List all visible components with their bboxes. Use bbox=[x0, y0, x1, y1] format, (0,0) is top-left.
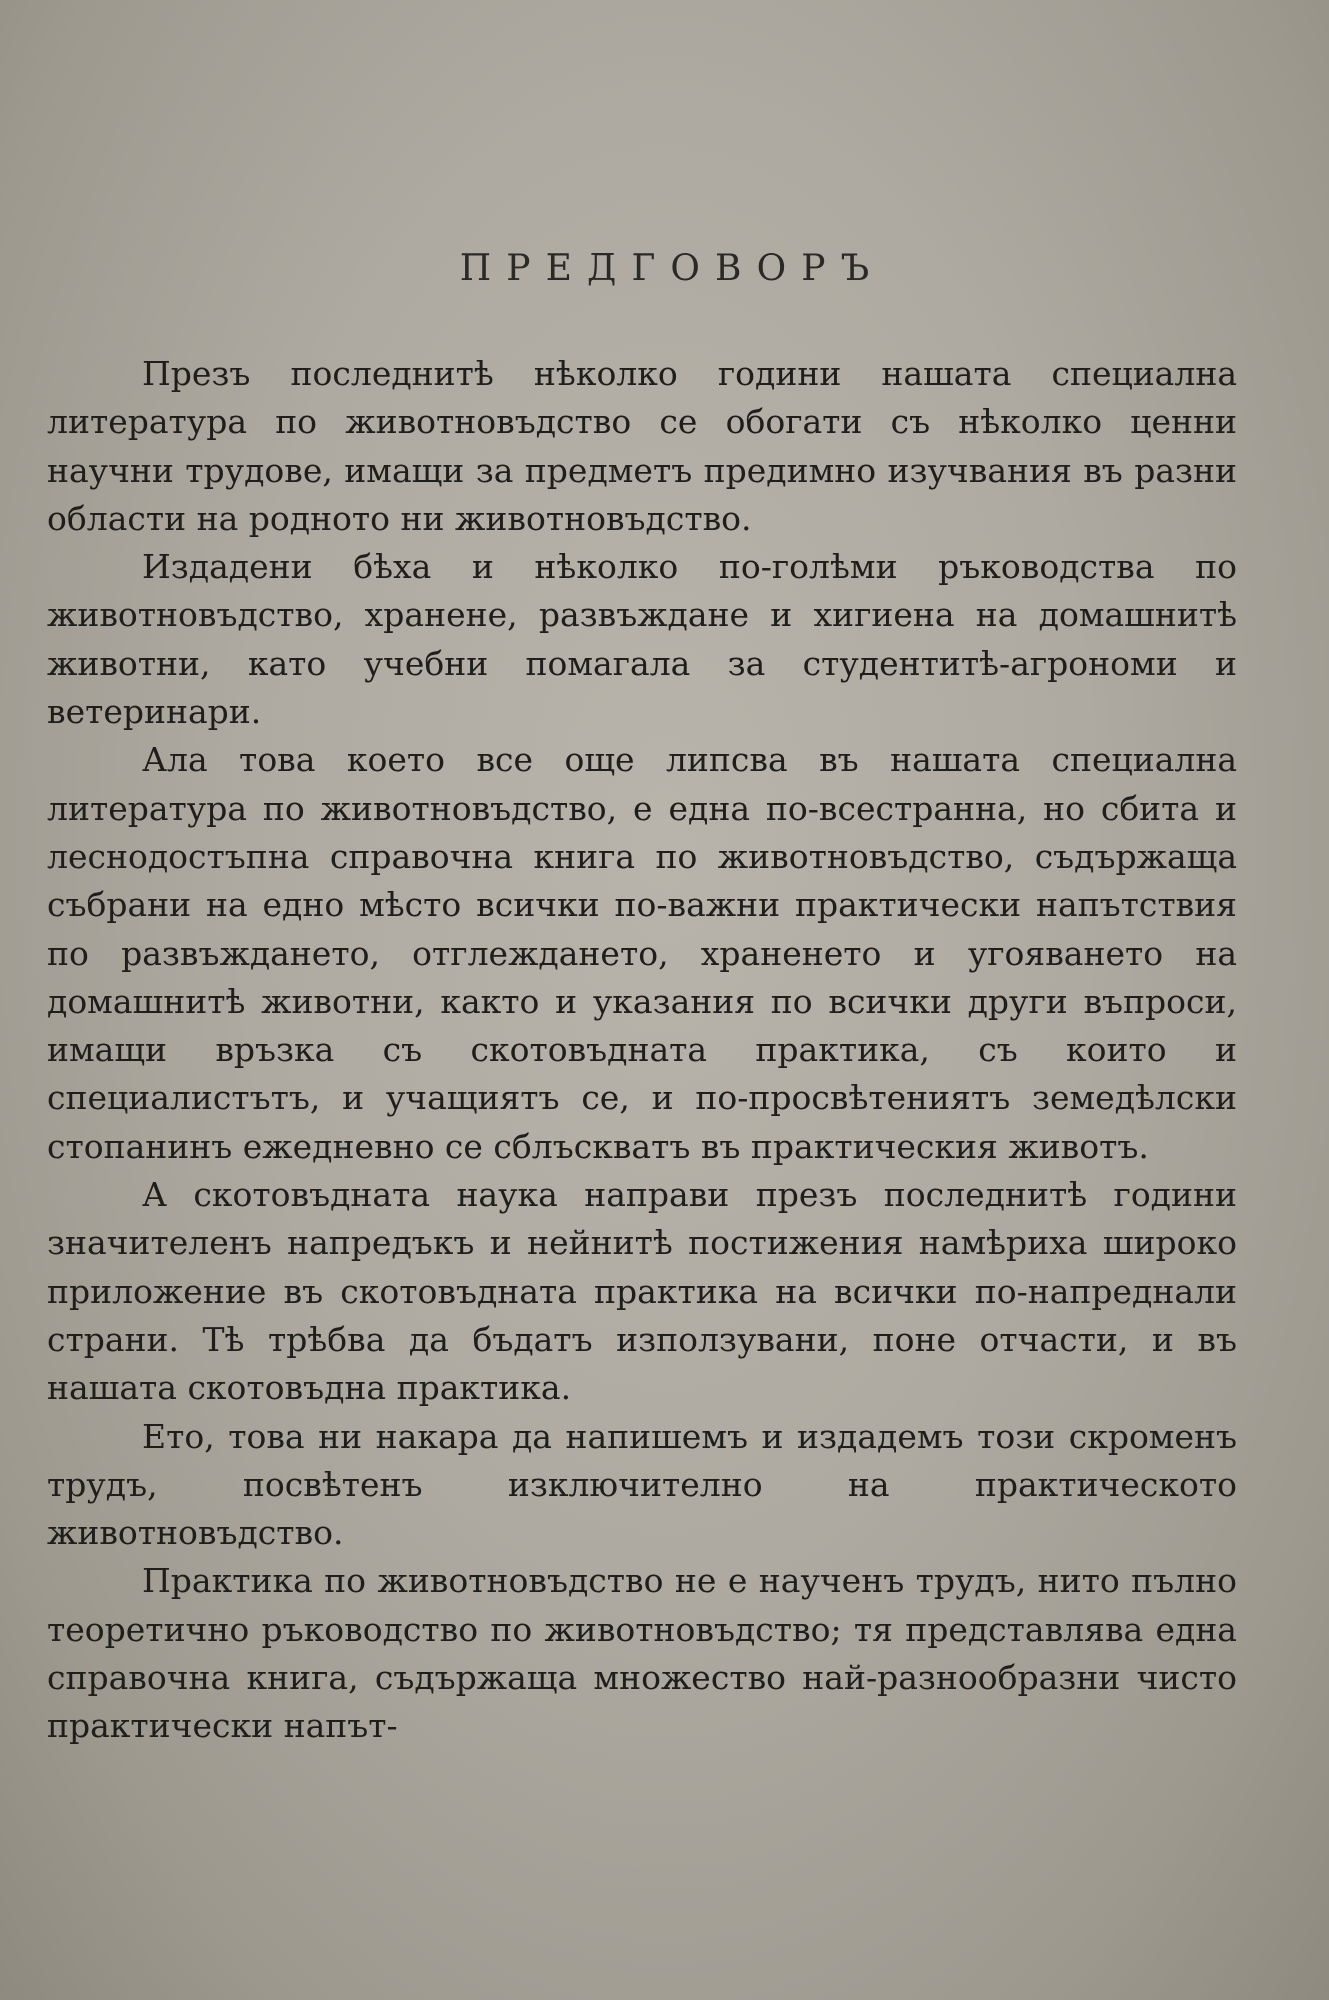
paragraph-2: Издадени бѣха и нѣколко по-голѣми ръководства по животновъдство, хранене, развъждане и хигиена на домашнитѣ животни, като учебни помагала за студентитѣ-агрономи и ветеринари. bbox=[47, 547, 1237, 732]
paragraph-5: Ето, това ни накара да напишемъ и издадемъ този скроменъ трудъ, посвѣтенъ изключително на практическото животновъдство. bbox=[47, 1416, 1237, 1553]
page-title: ПРЕДГОВОРЪ bbox=[459, 248, 885, 289]
paragraph-4: А скотовъдната наука направи презъ последнитѣ години значителенъ напредъкъ и нейнитѣ постижения намѣриха широко приложение въ скотовъдната практика на всички по-напреднали страни. Тѣ трѣбва да бъдатъ използувани, поне отчасти, и въ нашата скотовъдна практика. bbox=[47, 1175, 1237, 1408]
paragraph-6: Практика по животновъдство не е наученъ трудъ, нито пълно теоретично ръководство по животновъдство; тя представлява една справочна книга, съдържаща множество най-разнообразни чисто практически напът- bbox=[47, 1561, 1237, 1746]
paragraph-1: Презъ последнитѣ нѣколко години нашата специална литература по животновъдство се обогати съ нѣколко ценни научни трудове, имащи за предметъ предимно изучвания въ разни области на родното ни животновъдство. bbox=[47, 354, 1237, 538]
paragraph-3: Ала това което все още липсва въ нашата специална литература по животновъдство, е една по-всестранна, но сбита и леснодостъпна справочна книга по животновъдство, съдържаща събрани на едно мѣсто всички по-важни практически напътствия по развъждането, отглеждането, храненето и угояването на домашнитѣ животни, както и указания по всички други въпроси, имащи връзка съ скотовъдната практика, съ които и специалистътъ, и учащиятъ се, и по-просвѣтениятъ земедѣлски стопанинъ ежедневно се сблъскватъ въ практическия животъ. bbox=[47, 740, 1237, 1166]
preface-text bbox=[47, 350, 1237, 1751]
